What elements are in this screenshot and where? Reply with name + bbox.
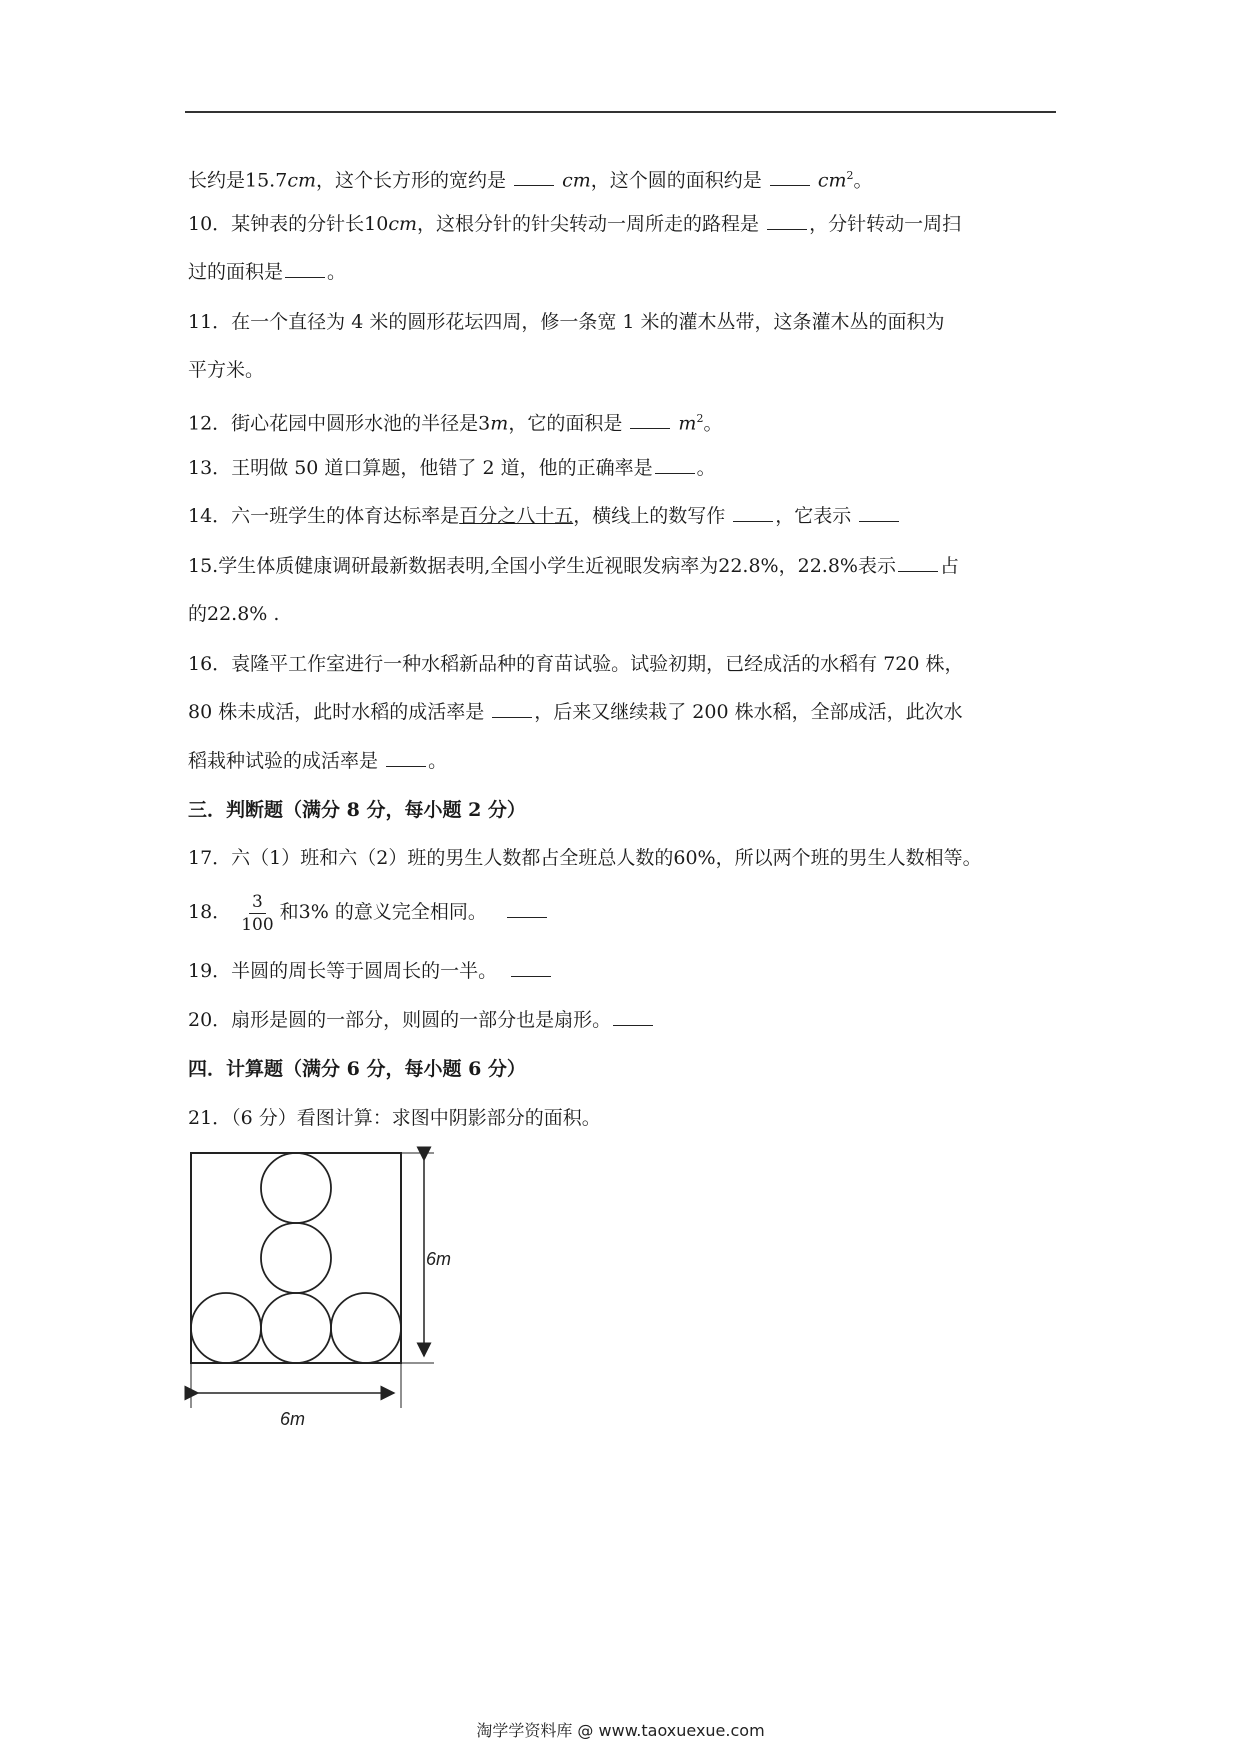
answer-blank[interactable] — [386, 748, 426, 767]
fraction: $\frac{3}{100}$ — [241, 891, 274, 935]
outer-square — [191, 1153, 401, 1363]
answer-blank[interactable] — [767, 211, 807, 230]
circle-middle — [261, 1223, 331, 1293]
answer-blank[interactable] — [770, 167, 810, 186]
question-16-line3: 稻栽种试验的成活率是 。 — [188, 750, 448, 772]
circle-bottom-center — [261, 1293, 331, 1363]
question-17: 17．六（1）班和六（2）班的男生人数都占全班总人数的60%，所以两个班的男生人数相等。 — [188, 847, 982, 869]
circles-square-figure — [188, 1150, 452, 1430]
question-10-line2: 过的面积是 。 — [188, 261, 347, 283]
side-label: 6m — [426, 1249, 452, 1269]
question-13: 13．王明做 50 道口算题，他错了 2 道，他的正确率是 。 — [188, 457, 716, 479]
circle-top — [261, 1153, 331, 1223]
answer-blank[interactable] — [514, 167, 554, 186]
question-20: 20．扇形是圆的一部分，则圆的一部分也是扇形。 — [188, 1007, 655, 1033]
question-11-line1: 11．在一个直径为 4 米的圆形花坛四周，修一条宽 1 米的灌木丛带，这条灌木丛的面积为 — [188, 311, 945, 333]
footer-watermark: 淘学学资料库 @ www.taoxuexue.com — [476, 1721, 765, 1740]
question-15-line2: 的22.8% . — [188, 603, 280, 625]
answer-blank[interactable] — [507, 899, 547, 918]
answer-blank[interactable] — [630, 410, 670, 429]
answer-blank[interactable] — [285, 259, 325, 278]
answer-blank[interactable] — [733, 503, 773, 522]
header-rule — [185, 111, 1056, 113]
answer-blank[interactable] — [492, 699, 532, 718]
answer-blank[interactable] — [511, 958, 551, 977]
answer-blank[interactable] — [898, 553, 938, 572]
question-16-line1: 16．袁隆平工作室进行一种水稻新品种的育苗试验。试验初期，已经成活的水稻有 720 株， — [188, 653, 964, 675]
answer-blank[interactable] — [859, 503, 899, 522]
section-3-heading: 三．判断题（满分 8 分，每小题 2 分） — [188, 799, 526, 821]
section-4-heading: 四．计算题（满分 6 分，每小题 6 分） — [188, 1058, 526, 1080]
question-16-line2: 80 株未成活，此时水稻的成活率是 ，后来又继续栽了 200 株水稻，全部成活，此次水 — [188, 701, 963, 723]
answer-blank[interactable] — [655, 455, 695, 474]
question-18: 18． $\frac{3}{100}$ 和3% 的意义完全相同。 — [188, 887, 549, 937]
figure-svg — [188, 1150, 452, 1430]
q9-continuation: 长约是15.7cm，这个长方形的宽约是 cm，这个圆的面积约是 $cm^2$。 — [188, 169, 873, 192]
question-14: 14．六一班学生的体育达标率是百分之八十五，横线上的数写作 ，它表示 — [188, 503, 901, 529]
question-10-line1: 10．某钟表的分针长10cm，这根分针的针尖转动一周所走的路程是 ，分针转动一周扫 — [188, 213, 962, 235]
question-21: 21．（6 分）看图计算：求图中阴影部分的面积。 — [188, 1107, 601, 1129]
question-19: 19．半圆的周长等于圆周长的一半。 — [188, 958, 553, 984]
circle-bottom-right — [331, 1293, 401, 1363]
circle-bottom-left — [191, 1293, 261, 1363]
question-12: 12．街心花园中圆形水池的半径是3m，它的面积是 $m^2$。 — [188, 412, 723, 435]
answer-blank[interactable] — [613, 1007, 653, 1026]
question-15-line1: 15.学生体质健康调研最新数据表明,全国小学生近视眼发病率为22.8%，22.8%表示 占 — [188, 555, 959, 577]
bottom-label: 6m — [280, 1409, 306, 1429]
question-11-line2: 平方米。 — [188, 359, 265, 381]
